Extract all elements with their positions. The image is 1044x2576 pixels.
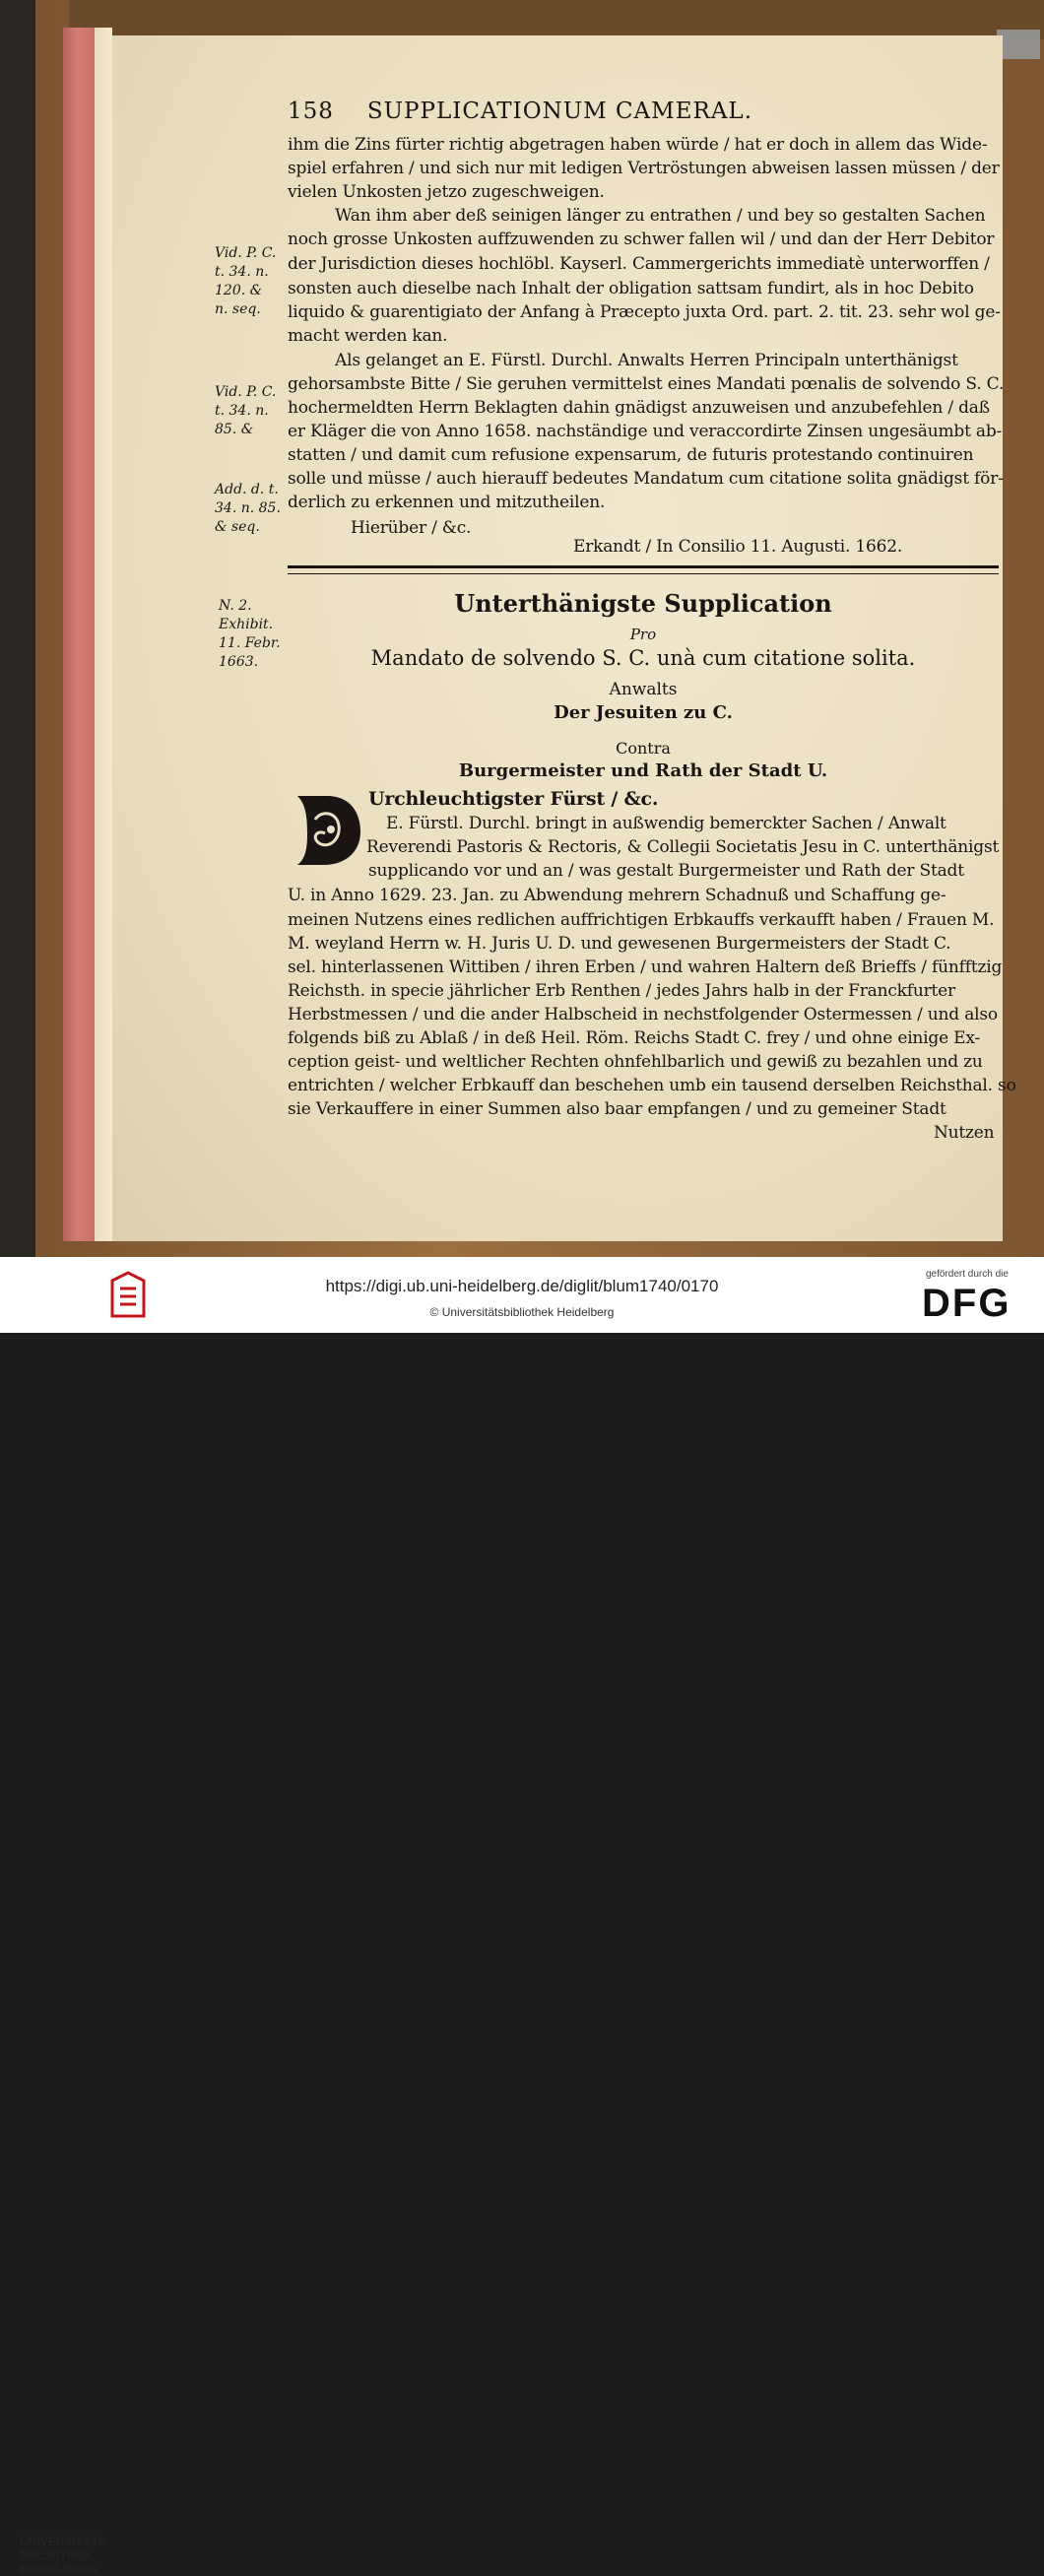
decree-line: Erkandt / In Consilio 11. Augusti. 1662. <box>573 537 903 557</box>
text-line: er Kläger die von Anno 1658. nachständige und veraccordirte Zinsen ungesäumbt ab- <box>288 422 1003 441</box>
scan-area <box>0 0 1044 1257</box>
text-line: solle und müsse / auch hierauff bedeutes Mandatum cum citatione solita gnädigst för- <box>288 469 1004 489</box>
text-line: sel. hinterlassenen Wittiben / ihren Erben / und wahren Haltern deß Brieffs / fünfftzig <box>288 958 1003 977</box>
text-line: gehorsambste Bitte / Sie geruhen vermittelst eines Mandati pœnalis de solvendo S. C. <box>288 374 1005 394</box>
text-line: ihm die Zins fürter richtig abgetragen haben würde / hat er doch in allem das Wide- <box>288 135 988 155</box>
text-line: supplicando vor und an / was gestalt Burgermeister und Rath der Stadt <box>368 861 964 881</box>
page-number: 158 <box>288 99 334 124</box>
mandate-line: Mandato de solvendo S. C. unà cum citatione solita. <box>370 646 916 670</box>
salutation: Urchleuchtigster Fürst / &c. <box>368 788 659 810</box>
text-line: hochermeldten Herrn Beklagten dahin gnädigst anzuweisen und anzubefehlen / daß <box>288 398 990 418</box>
text-line: noch grosse Unkosten auffzuwenden zu schwer fallen wil / und dan der Herr Debitor <box>288 230 995 249</box>
running-head <box>288 99 752 124</box>
text-line: macht werden kan. <box>288 326 448 346</box>
library-name <box>20 2535 110 2576</box>
text-line: derlich zu erkennen und mitzutheilen. <box>288 493 606 512</box>
margin-note: Add. d. t. 34. n. 85. & seq. <box>215 482 281 535</box>
running-title: SUPPLICATIONUM CAMERAL. <box>366 99 753 124</box>
margin-note: Vid. P. C. t. 34. n. 85. & <box>215 384 277 437</box>
pro-label: Pro <box>629 626 657 643</box>
jesuiten-line: Der Jesuiten zu C. <box>554 702 733 723</box>
text-line: sonsten auch dieselbe nach Inhalt der obligation sattsam fundirt, als in hoc Debito <box>288 279 974 298</box>
contra-label: Contra <box>616 739 671 758</box>
cover-top <box>69 0 1044 39</box>
page-gutter <box>95 28 112 1241</box>
copyright-notice: © Universitätsbibliothek Heidelberg <box>429 1305 615 1319</box>
decorative-initial-d-icon <box>292 790 362 869</box>
text-line: Herbstmessen / und die ander Halbscheid in nechstfolgender Ostermessen / und also <box>288 1005 998 1024</box>
defendant-line: Burgermeister und Rath der Stadt U. <box>458 760 828 781</box>
text-line: der Jurisdiction dieses hochlöbl. Kayserl. Cammergerichts immediatè unterworffen / <box>288 254 990 274</box>
margin-note-exhibit: N. 2. Exhibit. 11. Febr. 1663. <box>219 598 281 670</box>
divider-rule <box>288 565 999 568</box>
text-line: Reverendi Pastoris & Rectoris, & Collegii Societatis Jesu in C. unterthänigst <box>366 837 1000 857</box>
text-line: vielen Unkosten jetzo zugeschweigen. <box>288 182 605 202</box>
text-line: Als gelanget an E. Fürstl. Durchl. Anwalts Herren Principaln unterthänigst <box>335 351 958 370</box>
text-line: E. Fürstl. Durchl. bringt in außwendig bemerckter Sachen / Anwalt <box>386 814 946 833</box>
text-line: meinen Nutzens eines redlichen auffrichtigen Erbkauffs verkaufft haben / Frauen M. <box>288 910 995 930</box>
text-line: M. weyland Herrn w. H. Juris U. D. und gewesenen Burgermeisters der Stadt C. <box>288 934 951 954</box>
text-line: U. in Anno 1629. 23. Jan. zu Abwendung mehrern Schadnuß und Schaffung ge- <box>288 886 946 905</box>
library-line: BIBLIOTHEK <box>20 2548 93 2562</box>
supplication-title: Unterthänigste Supplication <box>454 589 832 618</box>
library-line: UNIVERSITÄTS- <box>20 2535 111 2548</box>
label-sticker <box>997 30 1040 59</box>
text-line: Reichsth. in specie jährlicher Erb Renthen / jedes Jahrs halb in der Franckfurter <box>288 981 955 1001</box>
viewer-footer <box>0 1257 1044 2576</box>
text-line: spiel erfahren / und sich nur mit ledigen Vertröstungen abweisen lassen müssen / der <box>288 159 1000 178</box>
text-line: folgends biß zu Ablaß / in deß Heil. Röm. Reichs Stadt C. frey / und ohne einige Ex- <box>288 1028 981 1048</box>
text-line: liquido & guarentigiato der Anfang à Præcepto juxta Ord. part. 2. tit. 23. sehr wol ge- <box>288 302 1001 322</box>
text-line: Wan ihm aber deß seinigen länger zu entrathen / und bey so gestalten Sachen <box>335 206 986 226</box>
dfg-logo: DFG <box>922 1282 1011 1325</box>
margin-note: Vid. P. C. t. 34. n. 120. & n. seq. <box>215 245 277 317</box>
divider-rule-thin <box>288 573 999 574</box>
catchword: Nutzen <box>934 1123 995 1143</box>
text-line: statten / und damit cum refusione expensarum, de futuris protestando continuiren <box>288 445 974 465</box>
permalink-url[interactable]: https://digi.ub.uni-heidelberg.de/diglit/blum1740/0170 <box>325 1277 719 1295</box>
text-line: sie Verkauffere in einer Summen also baar empfangen / und zu gemeiner Stadt <box>288 1099 946 1119</box>
text-line: ception geist- und weltlicher Rechten ohnfehlbarlich und gewiß zu bezahlen und zu <box>288 1052 983 1072</box>
anwalts-line: Anwalts <box>609 680 678 699</box>
text-line: entrichten / welcher Erbkauff dan beschehen umb ein tausend derselben Reichsthal. so <box>288 1076 1016 1095</box>
library-line: HEIDELBERG <box>20 2562 98 2576</box>
text-line: Hierüber / &c. <box>351 518 472 538</box>
funded-by-label: gefördert durch die <box>926 1269 1009 1280</box>
